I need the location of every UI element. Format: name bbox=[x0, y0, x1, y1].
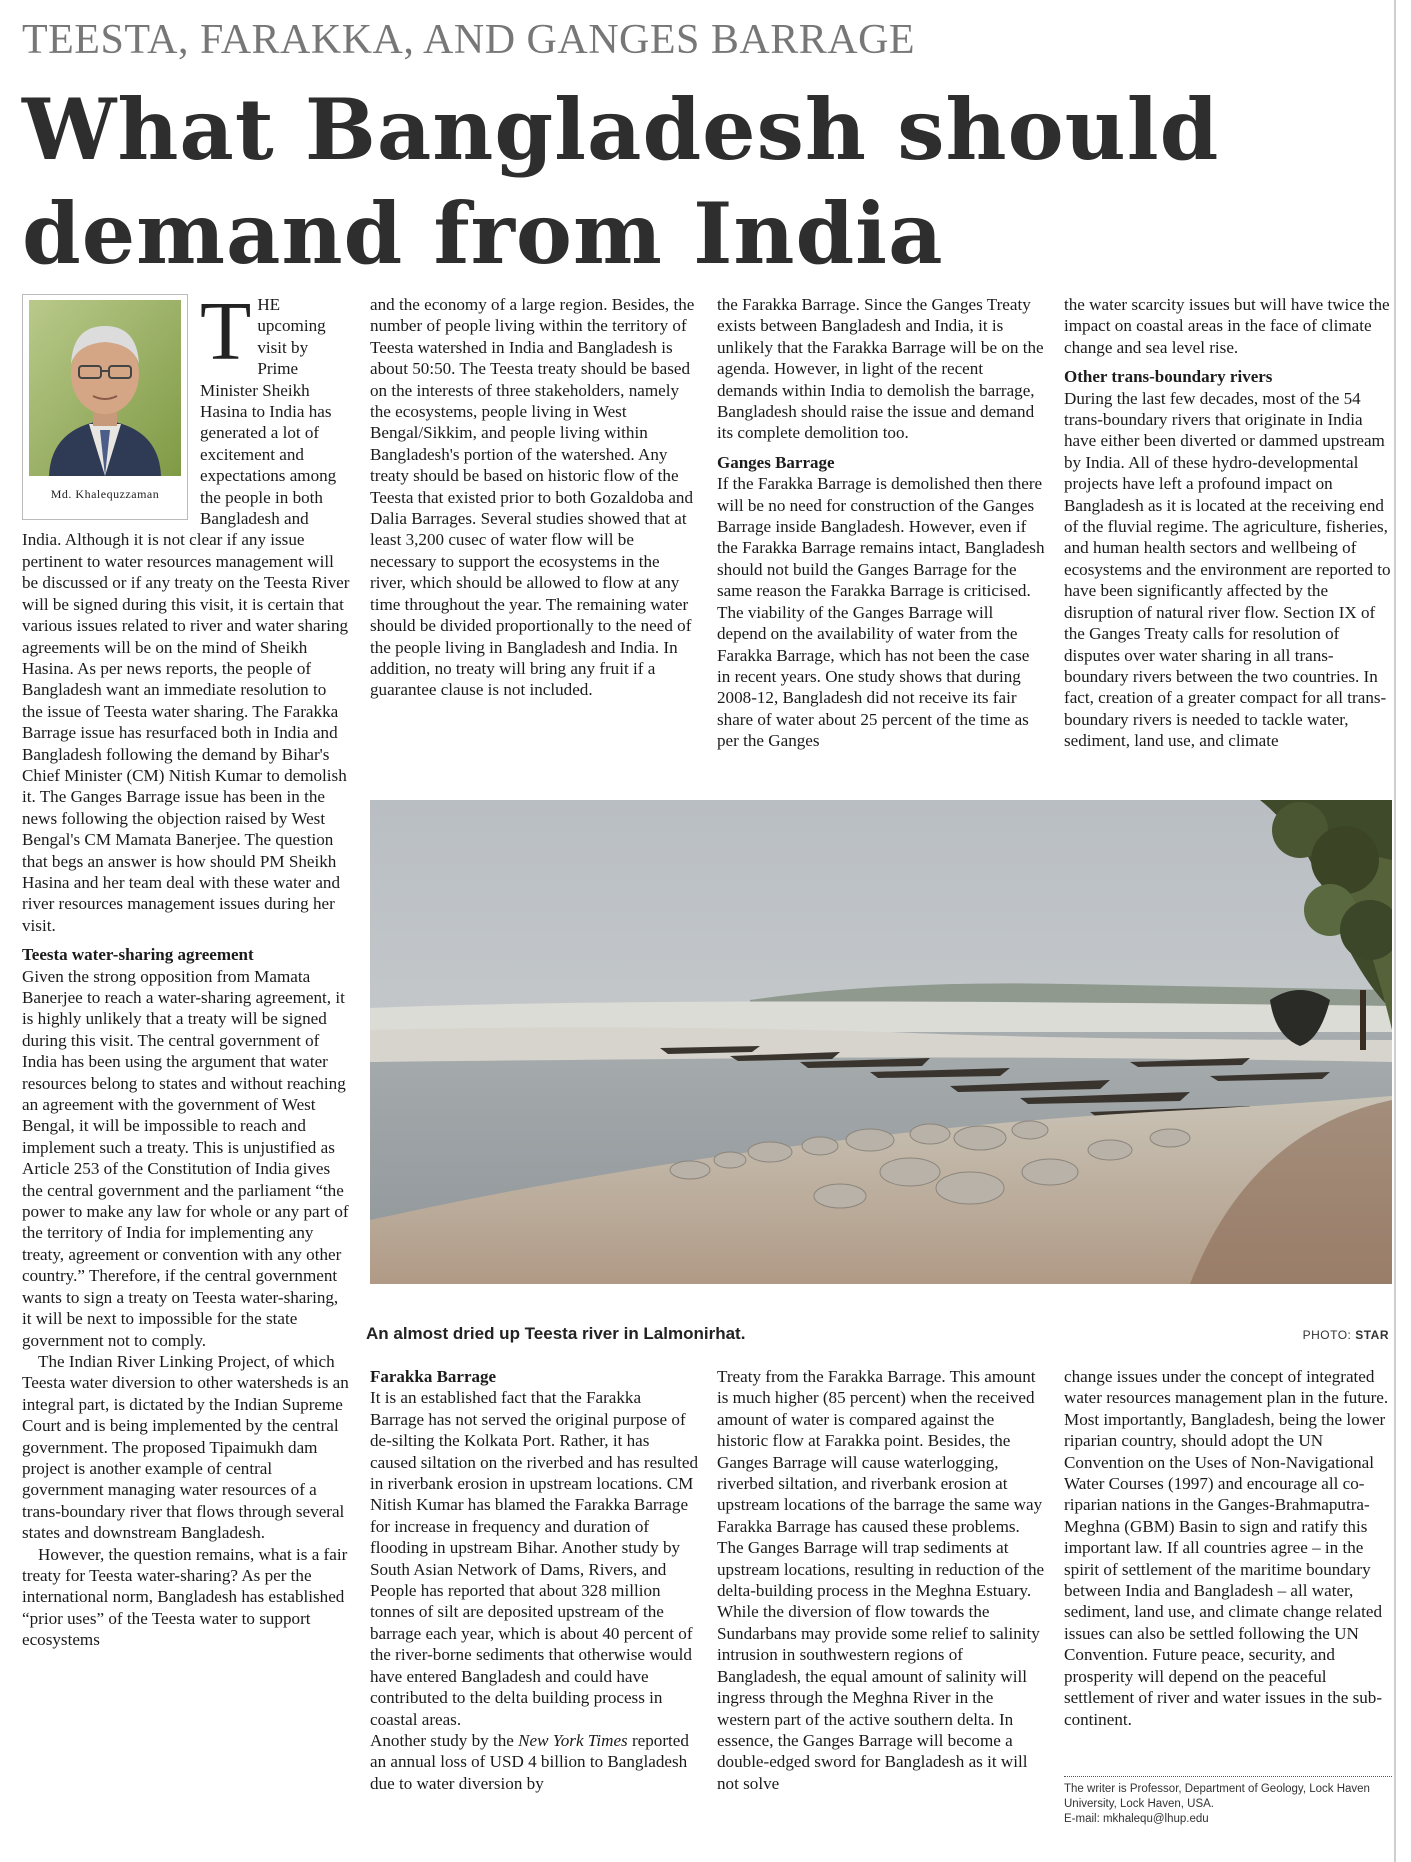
column-2-bottom bbox=[370, 1366, 698, 1840]
intro-paragraph: HE upcoming visit by Prime Minister Sheikh Hasina to India has generated a lot of excitement and expectations among the people in both Bangladesh and India. Although it is not clear if any issue pertinent to water resources management will be discussed or if any treaty on the Teesta River will be signed during this visit, it is certain that various issues related to river and water sharing agreements will be on the mind of Sheikh Hasina. As per news reports, the people of Bangladesh want an immediate resolution to the issue of Teesta water sharing. The Farakka Barrage issue has resurfaced both in India and Bangladesh following the demand by Bihar's Chief Minister (CM) Nitish Kumar to demolish it. The Ganges Barrage issue has been in the news following the objection raised by West Bengal's CM Mamata Banerjee. The question that begs an answer is how should PM Sheikh Hasina and her team deal with these water and river resources management issues during her visit. bbox=[22, 295, 350, 935]
farakka-paragraph-2-end: reported an annual loss of USD 4 billion to Bangladesh due to water diversion by bbox=[370, 1730, 689, 1793]
other-rivers-paragraph-cont: change issues under the concept of integrated water resources management plan in the future. Most importantly, Bangladesh, being the lower riparian country, should adopt the UN Convention on the Uses of Non-Navigational Water Courses (1997) and encourage all co-riparian nations in the Ganges-Brahmaputra-Meghna (GBM) Basin to sign and ratify this important law. If all countries agree – in the spirit of settlement of the maritime boundary between India and Bangladesh – all water, sediment, land use, and climate change related issues can also be settled following the UN Convention. Future peace, security, and prosperity will depend on the peaceful settlement of river and water issues in the sub-continent. bbox=[1064, 1367, 1389, 1729]
publication-name: New York Times bbox=[518, 1730, 628, 1750]
farakka-paragraph-2-start: Another study by the bbox=[370, 1730, 519, 1750]
ganges-paragraph-cont: Treaty from the Farakka Barrage. This amount is much higher (85 percent) when the received amount of water is compared against the historic flow at Farakka point. Besides, the Ganges Barrage will cause waterlogging, riverbed siltation, and riverbank erosion at upstream locations of the barrage the same way Farakka Barrage has caused these problems. The Ganges Barrage will trap sediments at upstream locations, resulting in reduction of the delta-building process in the Meghna Estuary. While the diversion of flow towards the Sundarbans may provide some relief to salinity intrusion in southwestern regions of Bangladesh, the equal amount of salinity will ingress through the Meghna River in the western part of the active southern delta. In essence, the Ganges Barrage will become a double-edged sword for Bangladesh as it will not solve bbox=[717, 1367, 1045, 1793]
author-photo bbox=[29, 300, 181, 476]
section-heading-farakka: Farakka Barrage bbox=[370, 1367, 497, 1386]
ganges-paragraph: If the Farakka Barrage is demolished then there will be no need for construction of the Ganges Barrage inside Bangladesh. However, even if the Farakka Barrage remains intact, Bangladesh should not build the Ganges Barrage for the same reason the Farakka Barrage is criticised. The viability of the Ganges Barrage will depend on the availability of water from the Farakka Barrage, which has not been the case in recent years. One study shows that during 2008-12, Bangladesh did not receive its fair share of water about 25 percent of the time as per the Ganges bbox=[717, 474, 1045, 751]
section-heading-other-rivers: Other trans-boundary rivers bbox=[1064, 367, 1273, 387]
photo-caption: An almost dried up Teesta river in Lalmonirhat. bbox=[366, 1324, 746, 1343]
author-caption: Md. Khalequzzaman bbox=[50, 487, 160, 501]
teesta-paragraph-3: However, the question remains, what is a fair treaty for Teesta water-sharing? As per the international norm, Bangladesh has established “prior uses” of the Teesta water to support ecosystems bbox=[22, 1544, 348, 1650]
photo-credit bbox=[1303, 1328, 1389, 1342]
article-kicker: TEESTA, FARAKKA, AND GANGES BARRAGE bbox=[22, 17, 916, 63]
column-4-top bbox=[1064, 294, 1392, 790]
column-1 bbox=[22, 294, 350, 1840]
ganges-paragraph-end: the water scarcity issues but will have twice the impact on coastal areas in the face of climate change and sea level rise. bbox=[1064, 295, 1390, 357]
photo-credit-source: STAR bbox=[1355, 1328, 1389, 1342]
column-2-top bbox=[370, 294, 698, 780]
column-3-bottom bbox=[717, 1366, 1045, 1840]
section-heading-teesta: Teesta water-sharing agreement bbox=[22, 945, 254, 965]
column-rule bbox=[1394, 0, 1396, 1862]
column-3-top bbox=[717, 294, 1045, 790]
farakka-paragraph-cont: the Farakka Barrage. Since the Ganges Treaty exists between Bangladesh and India, it is unlikely that the Farakka Barrage will be on the agenda. However, in light of the recent demands within India to demolish the barrage, Bangladesh should raise the issue and demand its complete demolition too. bbox=[717, 295, 1044, 443]
drop-cap: T bbox=[200, 294, 252, 378]
section-heading-ganges: Ganges Barrage bbox=[717, 452, 835, 472]
photo-credit-label: PHOTO: bbox=[1302, 1328, 1352, 1342]
farakka-paragraph-1: It is an established fact that the Farakka Barrage has not served the original purpose of de-silting the Kolkata Port. Rather, it has caused siltation on the riverbed and has resulted in riverbank erosion in upstream locations. CM Nitish Kumar has blamed the Farakka Barrage for increase in frequency and duration of flooding in upstream Bihar. Another study by South Asian Network of Dams, Rivers, and People has reported that about 328 million tonnes of silt are deposited upstream of the barrage each year, which is about 40 percent of the river-borne sediments that otherwise would have entered Bangladesh and could have contributed to the delta building process in coastal areas. bbox=[370, 1388, 698, 1729]
writer-email: E-mail: mkhalequ@lhup.edu bbox=[1064, 1813, 1209, 1825]
other-rivers-paragraph: During the last few decades, most of the 54 trans-boundary rivers that originate in India have either been diverted or dammed upstream by India. All of these hydro-developmental projects have left a profound impact on Bangladesh as it is located at the receiving end of the fluvial regime. The agriculture, fisheries, and human health sectors and wellbeing of ecosystems and the environment are reported to have been significantly affected by the disruption of natural river flow. Section IX of the Ganges Treaty calls for resolution of disputes over water sharing in all trans-boundary rivers between the two countries. In fact, creation of a greater compact for all trans-boundary rivers is needed to tackle water, sediment, land use, and climate bbox=[1064, 388, 1391, 751]
farakka-paragraph-2 bbox=[370, 1730, 698, 1794]
teesta-paragraph-1: Given the strong opposition from Mamata Banerjee to reach a water-sharing agreement, it is highly unlikely that a treaty will be signed during this visit. The central government of India has been using the argument that water resources belong to states and without reaching an agreement with the government of West Bengal, it will be impossible to reach and implement such a treaty. This is unjustified as Article 253 of the Constitution of India gives the central government and the parliament “the power to make any law for whole or any part of the territory of India for implementing any treaty, agreement or convention with any other country.” Therefore, if the central government wants to sign a treaty on Teesta water-sharing, it will be next to impossible for the state government not to comply. bbox=[22, 966, 349, 1350]
teesta-paragraph-2: The Indian River Linking Project, of which Teesta water diversion to other watersheds is an integral part, is dictated by the Indian Supreme Court and is being implemented by the central government. The proposed Tipaimukh dam project is another example of central government managing water resources of a trans-boundary river that flows through several states and downstream Bangladesh. bbox=[22, 1351, 349, 1543]
teesta-paragraph-3-cont: and the economy of a large region. Besides, the number of people living within the territory of Teesta watershed in India and Bangladesh is about 50:50. The Teesta treaty should be based on the interests of three stakeholders, namely the ecosystems, people living in West Bengal/Sikkim, and people living within Bangladesh's portion of the watershed. Any treaty should be based on historic flow of the Teesta that existed prior to both Gozaldoba and Dalia Barrages. Several studies showed that at least 3,200 cusec of water flow will be necessary to support the ecosystems in the river, which should be allowed to flow at any time throughout the year. The remaining water should be divided proportionally to the need of the people living in Bangladesh and India. In addition, no treaty will bring any fruit if a guarantee clause is not included. bbox=[370, 295, 695, 700]
writer-note bbox=[1064, 1776, 1392, 1827]
column-4-bottom bbox=[1064, 1366, 1392, 1766]
river-photo-image bbox=[370, 800, 1392, 1284]
river-photo bbox=[370, 800, 1392, 1284]
article-headline: What Bangladesh should demand from India bbox=[22, 80, 1220, 283]
author-portrait bbox=[22, 294, 188, 520]
writer-affiliation: The writer is Professor, Department of Geology, Lock Haven University, Lock Haven, USA. bbox=[1064, 1783, 1370, 1810]
